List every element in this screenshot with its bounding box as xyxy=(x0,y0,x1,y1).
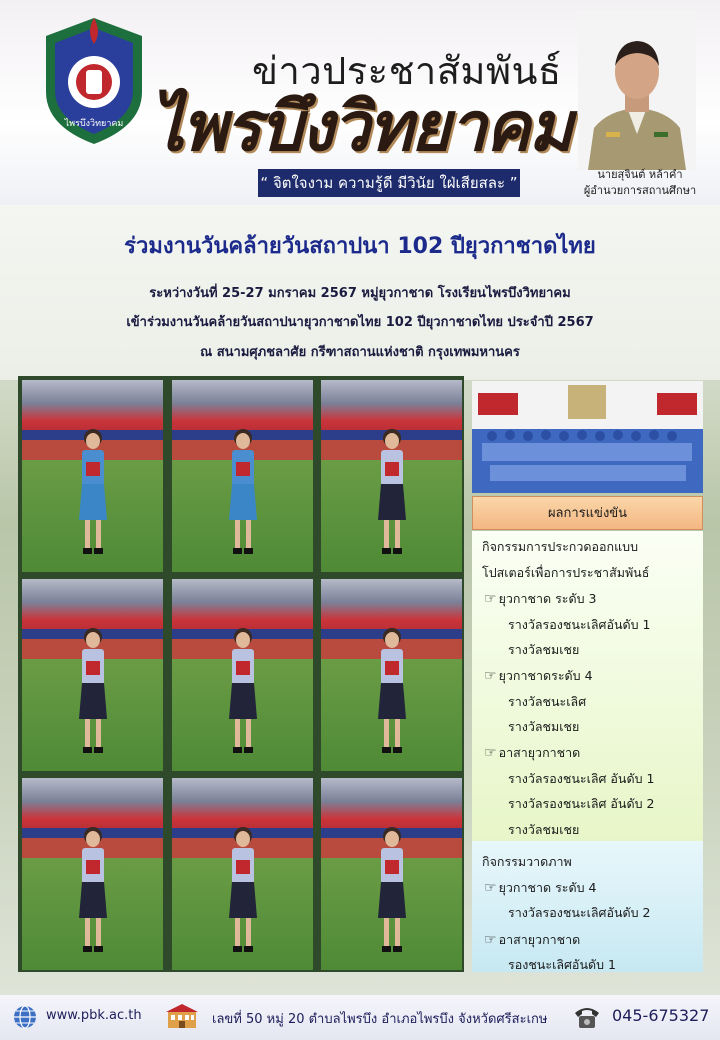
activity1-group-1-award-1: รางวัลรองชนะเลิศอันดับ 1 xyxy=(508,617,651,632)
student-figure xyxy=(73,410,113,560)
student-figure xyxy=(73,808,113,958)
student-photo-5 xyxy=(172,579,313,771)
article-line-2: เข้าร่วมงานวันคล้ายวันสถาปนายุวกาชาดไทย 102 ปียุวกาชาดไทย ประจำปี 2567 xyxy=(126,315,594,330)
activity1-group-2-award-2: รางวัลชมเชย xyxy=(508,719,580,734)
activity1-group-3-award-3: รางวัลชมเชย xyxy=(508,822,580,837)
student-photo-6 xyxy=(321,579,462,771)
director-role: ผู้อำนวยการสถานศึกษา xyxy=(583,184,697,197)
article-line-1: ระหว่างวันที่ 25-27 มกราคม 2567 หมู่ยุวกาชาด โรงเรียนไพรบึงวิทยาคม xyxy=(149,286,571,301)
phone-number[interactable]: 045-675327 xyxy=(612,1006,710,1025)
school-name-script: ไพรบึงวิทยาคม xyxy=(150,87,572,167)
activity1-group-1-award-2: รางวัลชมเชย xyxy=(508,642,580,657)
activity1-group-3: ☞ อาสายุวกาชาด xyxy=(484,745,581,761)
telephone-icon xyxy=(572,1004,602,1030)
activity1-group-1: ☞ ยุวกาชาด ระดับ 3 xyxy=(484,591,597,607)
activity2-group-1: ☞ ยุวกาชาด ระดับ 4 xyxy=(484,880,597,896)
school-address: เลขที่ 50 หมู่ 20 ตำบลไพรบึง อำเภอไพรบึง จังหวัดศรีสะเกษ xyxy=(212,1012,548,1027)
director-name: นายสุจินต์ หล้าคำ xyxy=(597,168,683,181)
student-photo-2 xyxy=(172,380,313,572)
logo-text: ไพรบึงวิทยาคม xyxy=(64,119,124,129)
student-photo-1 xyxy=(22,380,163,572)
activity1-group-3-award-1: รางวัลรองชนะเลิศ อันดับ 1 xyxy=(508,771,655,786)
group-photo xyxy=(472,381,703,493)
pointing-hand-icon: ☞ xyxy=(484,591,497,607)
student-photo-4 xyxy=(22,579,163,771)
student-photo-3 xyxy=(321,380,462,572)
student-figure xyxy=(223,410,263,560)
activity1-group-2-award-1: รางวัลชนะเลิศ xyxy=(508,694,587,709)
activity2-group-2: ☞ อาสายุวกาชาด xyxy=(484,932,581,948)
activity2-title: กิจกรรมวาดภาพ xyxy=(482,854,572,869)
student-figure xyxy=(372,410,412,560)
pointing-hand-icon: ☞ xyxy=(484,932,497,948)
globe-icon xyxy=(12,1004,38,1030)
results-heading: ผลการแข่งขัน xyxy=(472,496,703,530)
activity1-group-2: ☞ ยุวกาชาดระดับ 4 xyxy=(484,668,593,684)
student-figure xyxy=(73,609,113,759)
website-link[interactable]: www.pbk.ac.th xyxy=(46,1008,142,1023)
student-photo-8 xyxy=(172,778,313,970)
school-building-icon xyxy=(164,1002,200,1030)
student-figure xyxy=(372,609,412,759)
pr-title: ข่าวประชาสัมพันธ์ xyxy=(252,49,562,93)
activity2-group-2-award-1: รองชนะเลิศอันดับ 1 xyxy=(508,957,616,972)
school-motto: “ จิตใจงาม ความรู้ดี มีวินัย ใฝ่เสียสละ ” xyxy=(258,169,520,197)
student-figure xyxy=(372,808,412,958)
article-headline: ร่วมงานวันคล้ายวันสถาปนา 102 ปียุวกาชาดไทย xyxy=(124,234,596,259)
school-logo xyxy=(38,14,150,149)
activity1-title-line-1: กิจกรรมการประกวดออกแบบ xyxy=(482,539,639,554)
student-photo-7 xyxy=(22,778,163,970)
article-line-3: ณ สนามศุภชลาศัย กรีฑาสถานแห่งชาติ กรุงเทพมหานคร xyxy=(200,345,520,360)
activity2-group-1-award-1: รางวัลรองชนะเลิศอันดับ 2 xyxy=(508,905,651,920)
pointing-hand-icon: ☞ xyxy=(484,880,497,896)
activity1-title-line-2: โปสเตอร์เพื่อการประชาสัมพันธ์ xyxy=(482,565,650,580)
pointing-hand-icon: ☞ xyxy=(484,745,497,761)
student-figure xyxy=(223,808,263,958)
director-portrait xyxy=(578,10,696,170)
student-photo-9 xyxy=(321,778,462,970)
pointing-hand-icon: ☞ xyxy=(484,668,497,684)
activity1-group-3-award-2: รางวัลรองชนะเลิศ อันดับ 2 xyxy=(508,796,655,811)
student-figure xyxy=(223,609,263,759)
